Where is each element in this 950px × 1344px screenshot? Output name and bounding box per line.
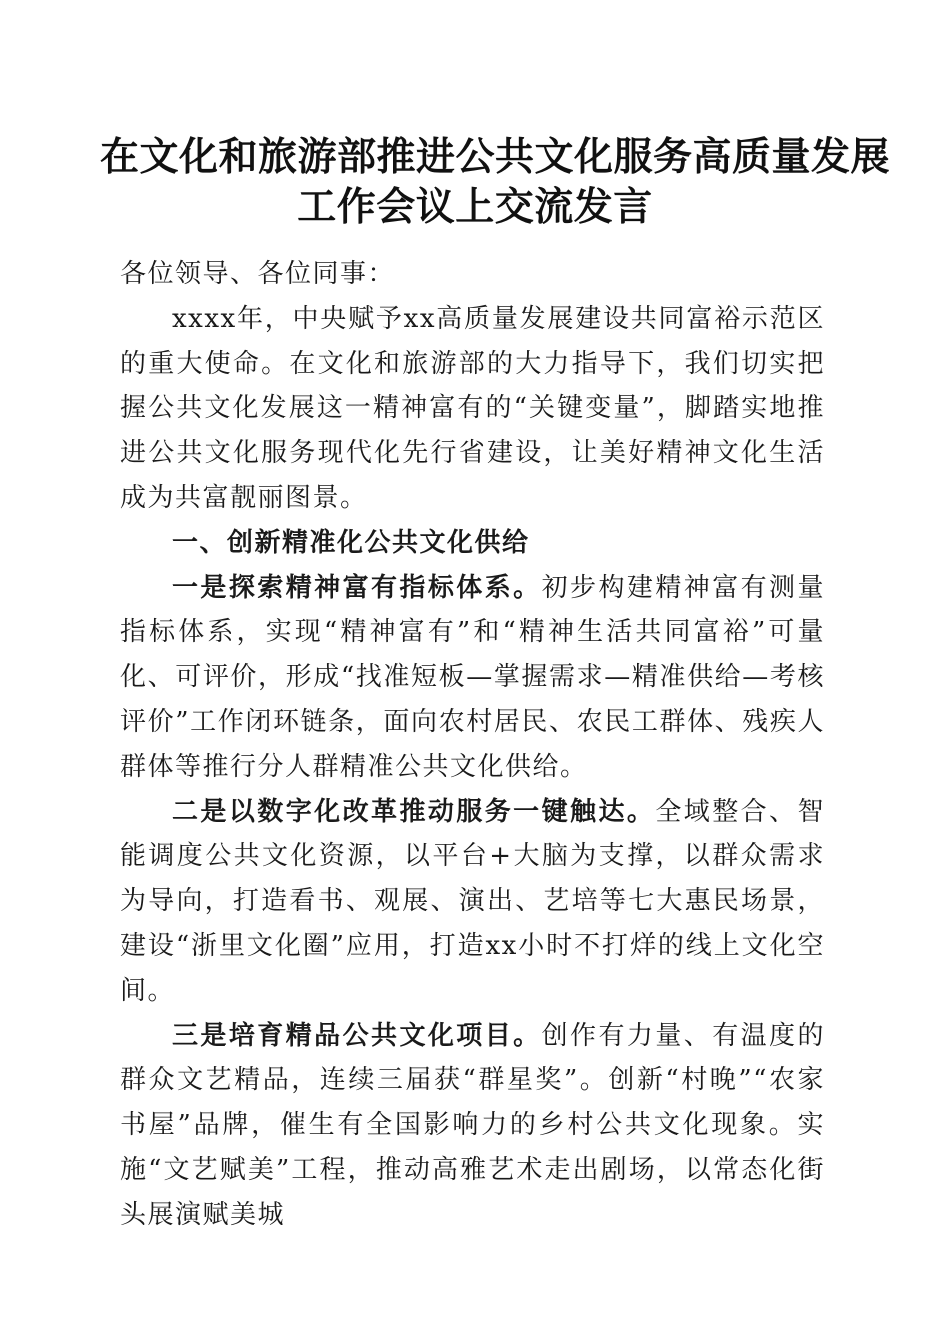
document-body	[120, 252, 825, 1238]
item-paragraph-3	[120, 1014, 825, 1238]
item-text-1: 初步构建精神富有测量指标体系，实现“精神富有”和“精神生活共同富裕”可量化、可评价，形成“找准短板—掌握需求—精准供给—考核评价”工作闭环链条，面向农村居民、农民工群体、残疾人群体等推行分人群精准公共文化供给。	[120, 572, 825, 782]
item-paragraph-1	[120, 566, 825, 790]
title-line-1: 在文化和旅游部推进公共文化服务高质量发展	[100, 134, 891, 180]
item-lead-3: 三是培育精品公共文化项目。	[172, 1020, 542, 1051]
document-title	[100, 132, 891, 232]
salutation: 各位领导、各位同事：	[120, 259, 396, 289]
title-line-2: 工作会议上交流发言	[297, 184, 653, 230]
intro-paragraph: xxxx年，中央赋予xx高质量发展建设共同富裕示范区的重大使命。在文化和旅游部的大力指导下，我们切实把握公共文化发展这一精神富有的“关键变量”，脚踏实地推进公共文化服务现代化先行省建设，让美好精神文化生活成为共富靓丽图景。	[120, 303, 825, 513]
item-text-3: 创作有力量、有温度的群众文艺精品，连续三届获“群星奖”。创新“村晚”“农家书屋”品牌，催生有全国影响力的乡村公共文化现象。实施“文艺赋美”工程，推动高雅艺术走出剧场，以常态化街头展演赋美城	[120, 1020, 825, 1230]
item-text-2: 全域整合、智能调度公共文化资源，以平台+大脑为支撑，以群众需求为导向，打造看书、观展、演出、艺培等七大惠民场景，建设“浙里文化圈”应用，打造xx小时不打烊的线上文化空间。	[120, 796, 825, 1006]
section-heading-1: 一、创新精准化公共文化供给	[172, 527, 530, 558]
item-paragraph-2	[120, 790, 825, 1014]
item-lead-1: 一是探索精神富有指标体系。	[172, 572, 542, 603]
item-lead-2: 二是以数字化改革推动服务一键触达。	[172, 796, 656, 827]
